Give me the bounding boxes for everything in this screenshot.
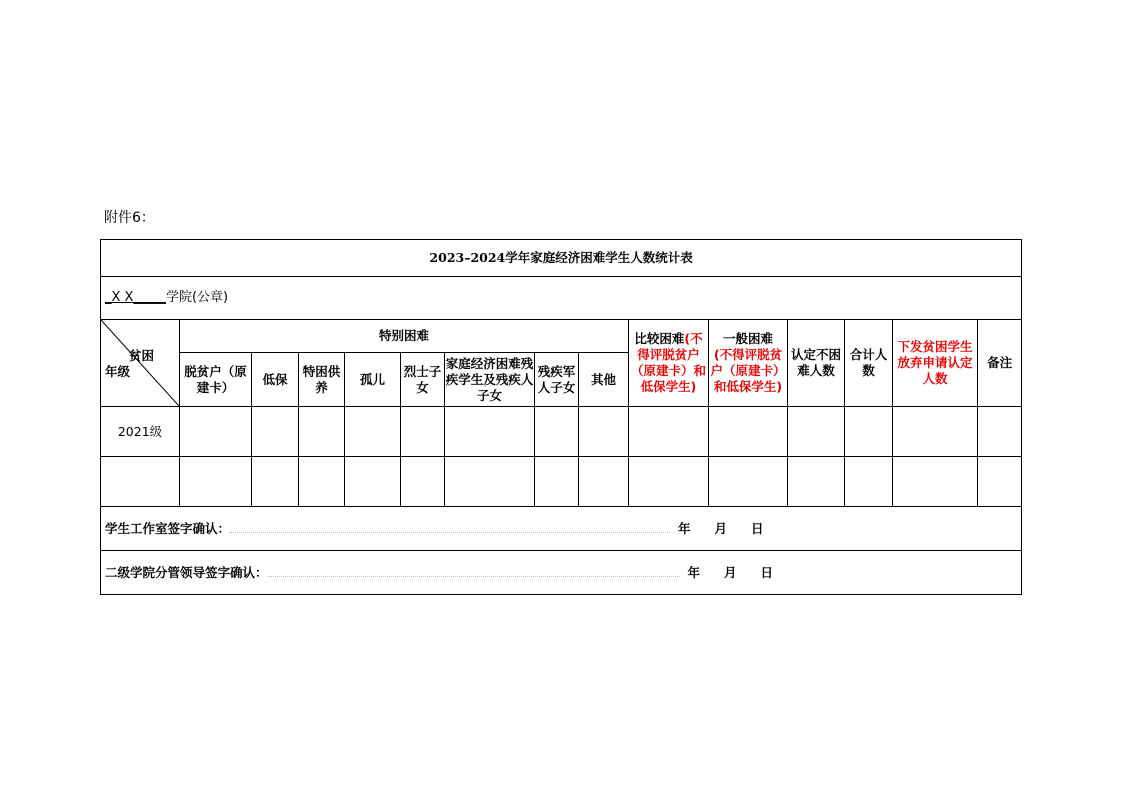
data-cell[interactable]: [535, 407, 579, 457]
table-row: [101, 457, 1022, 507]
data-cell[interactable]: [845, 407, 893, 457]
grade-cell: 2021级: [101, 407, 180, 457]
table-title: 2023–2024学年家庭经济困难学生人数统计表: [101, 240, 1022, 277]
data-cell[interactable]: [401, 407, 445, 457]
signature-line[interactable]: [230, 532, 670, 533]
sign-row-college-leader: [101, 551, 1022, 595]
data-cell[interactable]: [629, 407, 709, 457]
general-difficulty-note: (不得评脱贫户（原建卡）和低保学生): [710, 347, 786, 394]
sub-header-cell: 烈士子女: [401, 353, 445, 407]
sign-day: 日: [751, 520, 764, 536]
diag-label-poverty: 贫困: [129, 348, 155, 363]
diagonal-header-cell: [101, 320, 180, 407]
data-cell[interactable]: [978, 407, 1022, 457]
special-difficulty-header: 特别困难: [180, 320, 629, 353]
not-difficult-header: 认定不困难人数: [788, 320, 845, 407]
compare-difficulty-header: [629, 320, 709, 407]
data-cell[interactable]: [893, 457, 978, 507]
data-cell[interactable]: [401, 457, 445, 507]
data-cell[interactable]: [978, 457, 1022, 507]
grade-cell: [101, 457, 180, 507]
data-cell[interactable]: [345, 407, 401, 457]
college-line: [101, 277, 1022, 320]
sub-header-cell: 孤儿: [345, 353, 401, 407]
sub-header-cell: 残疾军人子女: [535, 353, 579, 407]
data-cell[interactable]: [629, 457, 709, 507]
college-suffix: 学院(公章): [165, 290, 229, 305]
sub-header-cell: 家庭经济困难残疾学生及残疾人子女: [445, 353, 535, 407]
sign-year: 年: [687, 564, 701, 580]
data-cell[interactable]: [709, 457, 788, 507]
data-cell[interactable]: [299, 407, 345, 457]
data-cell[interactable]: [535, 457, 579, 507]
sub-header-cell: 低保: [252, 353, 299, 407]
statistics-table: [100, 239, 1022, 595]
general-difficulty-header: [709, 320, 788, 407]
total-header: 合计人数: [845, 320, 893, 407]
college-blank: ____: [139, 290, 166, 305]
data-cell[interactable]: [445, 407, 535, 457]
compare-difficulty-label: 比较困难: [634, 331, 685, 346]
data-cell[interactable]: [788, 457, 845, 507]
data-cell[interactable]: [579, 407, 629, 457]
sign-row-student-office: [101, 507, 1022, 551]
sign-year: 年: [678, 520, 691, 536]
general-difficulty-label: 一般困难: [722, 331, 773, 346]
data-cell[interactable]: [345, 457, 401, 507]
attachment-label: 附件6：: [104, 210, 155, 226]
data-cell[interactable]: [709, 407, 788, 457]
diag-label-grade: 年级: [105, 364, 131, 379]
data-cell[interactable]: [252, 407, 299, 457]
data-cell[interactable]: [252, 457, 299, 507]
sign-month: 月: [714, 520, 728, 536]
data-cell[interactable]: [445, 457, 535, 507]
sign-day: 日: [760, 564, 774, 580]
data-cell[interactable]: [845, 457, 893, 507]
data-cell[interactable]: [579, 457, 629, 507]
signature-line[interactable]: [268, 576, 680, 577]
data-cell[interactable]: [299, 457, 345, 507]
sign-label-college-leader: 二级学院分管领导签字确认：: [105, 564, 268, 580]
table-row: [101, 407, 1022, 457]
compare-difficulty-note: (不得评脱贫户（原建卡）和低保学生): [630, 331, 706, 394]
data-cell[interactable]: [180, 407, 252, 457]
sub-header-cell: 特困供养: [299, 353, 345, 407]
data-cell[interactable]: [788, 407, 845, 457]
college-name: _X X_: [105, 290, 140, 305]
sign-label-student-office: 学生工作室签字确认：: [105, 520, 231, 536]
remark-header: 备注: [978, 320, 1022, 407]
data-cell[interactable]: [180, 457, 252, 507]
abandon-header: 下发贫困学生放弃申请认定人数: [893, 320, 978, 407]
sign-month: 月: [724, 564, 737, 580]
data-cell[interactable]: [893, 407, 978, 457]
sub-header-cell: 脱贫户（原建卡）: [180, 353, 252, 407]
sub-header-cell: 其他: [579, 353, 629, 407]
